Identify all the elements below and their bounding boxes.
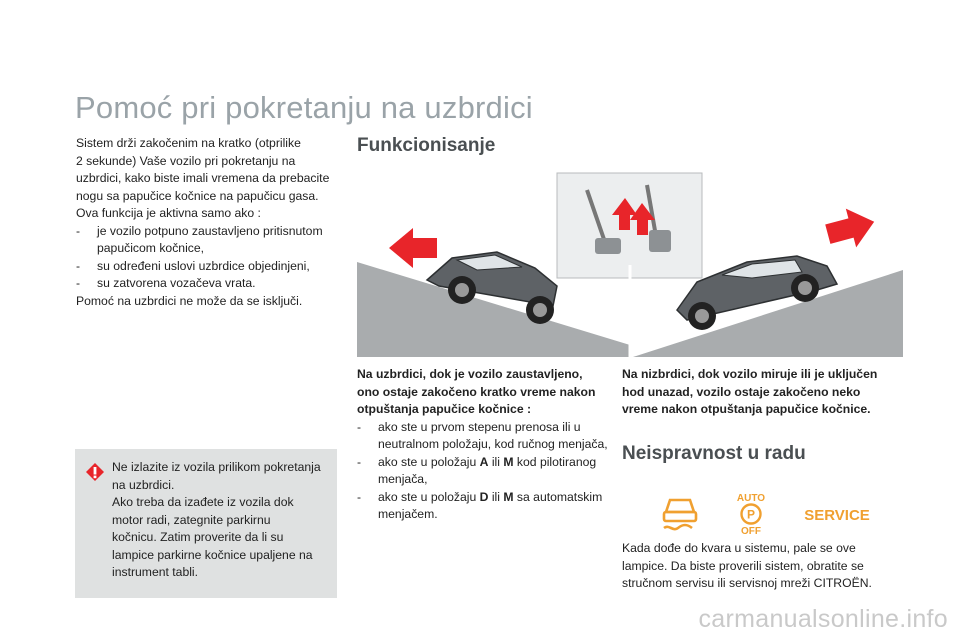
section-title-functioning: Funkcionisanje [357,135,496,156]
warning-lamps [660,490,900,535]
malfunction-text: Kada dođe do kvara u sistemu, pale se ove lampice. Da biste proverili sistem, obratite se stručnom servisu ili servisnoj mreži CITROËN. [622,541,872,590]
gear-condition-item: - ako ste u položaju A ili M kod pilotiranog menjača, [357,454,597,486]
intro-line: nogu sa papučice kočnice na papučicu gasa. [76,188,319,203]
intro-closing: Pomoć na uzbrdici ne može da se isključi. [76,293,303,308]
intro-line: Ova funkcija je aktivna samo ako : [76,206,261,220]
svg-text:AUTO: AUTO [736,493,766,504]
intro-line: Sistem drži zakočenim na kratko (otprilike [76,136,301,150]
downhill-description: Na nizbrdici, dok vozilo miruje ili je uključen hod unazad, vozilo ostaje zakočeno neko vreme nakon otpuštanja papučice kočnice. [622,367,878,416]
intro-line: uzbrdici, kako biste imali vremena da prebacite [76,171,330,185]
gear-condition-item: - ako ste u prvom stepenu prenosa ili u neutralnom položaju, kod ručnog menjača, [357,419,608,451]
warning-text: Ne izlazite iz vozila prilikom pokretanja na uzbrdici. Ako treba da izađete iz vozila dok motor radi, zategnite parkirnu kočnicu. Zatim proverite da li su lampice parkirne kočnice upaljene na instrument tabli. [112,460,321,579]
arrow-back-right-icon [823,202,880,253]
esp-lamp-icon [664,500,696,529]
watermark: carmanualsonline.info [698,605,948,633]
gear-condition-item: - ako ste u položaju D ili M sa automatskim menjačem. [357,489,603,521]
condition-item: - su zatvorena vozačeva vrata. [76,276,256,290]
condition-item: - su određeni uslovi uzbrdice objedinjeni, [76,258,310,273]
intro-line: 2 sekunde) Vaše vozilo pri pokretanju na [76,153,296,168]
svg-text:OFF: OFF [741,526,761,535]
svg-text:P: P [746,507,756,522]
warning-icon [85,462,105,482]
intro-text [76,135,338,310]
warning-box [75,449,337,598]
section-title-malfunction: Neispravnost u radu [622,443,806,464]
uphill-description: Na uzbrdici, dok je vozilo zaustavljeno, ono ostaje zakočeno kratko vreme nakon otpuštanja papučice kočnice : - ako ste u prvom stepenu prenosa ili u neutralnom položaju, kod ručnog menjača, - ako ste u položaju A ili M kod pilotiranog menjača, - ako ste u položaju D ili M sa automatskim menjačem. [357,366,619,524]
hill-start-illustration [357,170,903,357]
service-lamp-icon: SERVICE [804,507,870,524]
page-title: Pomoć pri pokretanju na uzbrdici [75,90,533,125]
condition-item: - je vozilo potpuno zaustavljeno pritisnutom papučicom kočnice, [76,223,323,255]
